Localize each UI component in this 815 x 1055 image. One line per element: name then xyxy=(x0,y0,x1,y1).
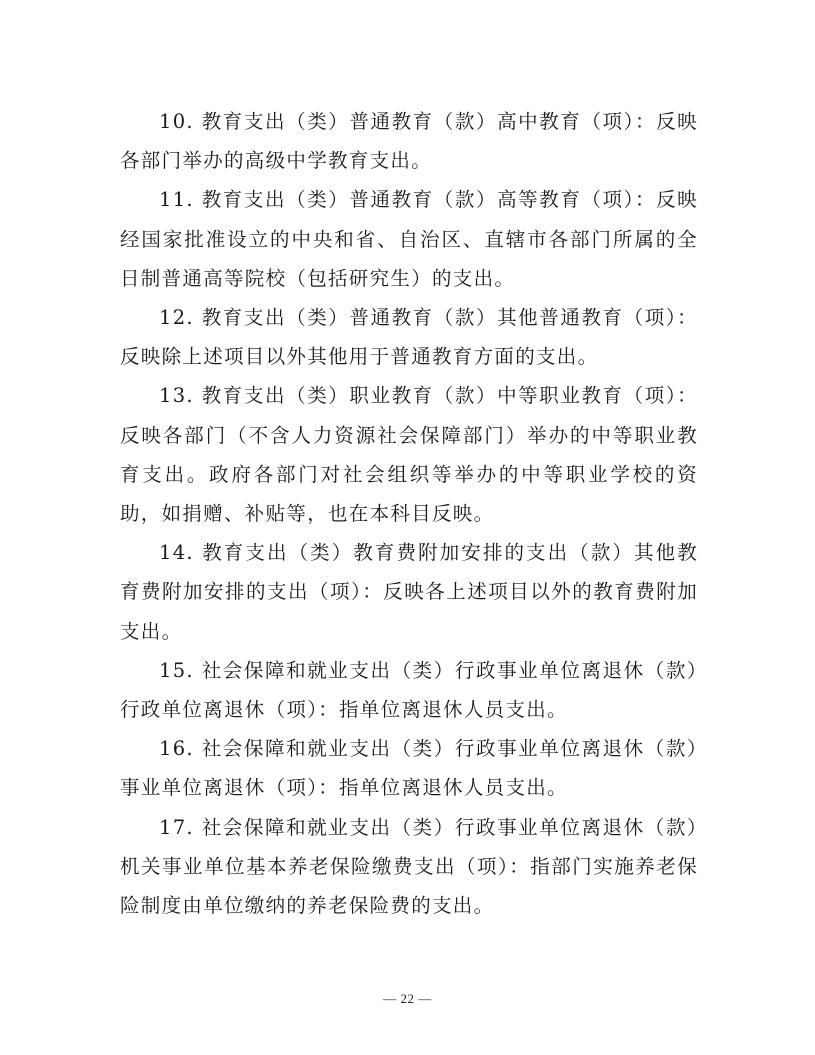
paragraph-item-10: 10. 教育支出（类）普通教育（款）高中教育（项）：反映各部门举办的高级中学教育支出。 xyxy=(120,110,698,173)
paragraph-item-13: 13. 教育支出（类）职业教育（款）中等职业教育（项）：反映各部门（不含人力资源社会保障部门）举办的中等职业教育支出。政府各部门对社会组织等举办的中等职业学校的资助，如捐赠、补贴等，也在本科目反映。 xyxy=(120,384,698,526)
paragraph-item-12: 12. 教育支出（类）普通教育（款）其他普通教育（项）：反映除上述项目以外其他用于普通教育方面的支出。 xyxy=(120,306,698,369)
page-number: — 22 — xyxy=(383,991,432,1006)
paragraph-item-15: 15. 社会保障和就业支出（类）行政事业单位离退休（款）行政单位离退休（项）：指单位离退休人员支出。 xyxy=(120,658,698,722)
paragraph-item-11: 11. 教育支出（类）普通教育（款）高等教育（项）：反映经国家批准设立的中央和省、自治区、直辖市各部门所属的全日制普通高等院校（包括研究生）的支出。 xyxy=(120,188,698,290)
document-body xyxy=(120,102,698,925)
paragraph-item-17: 17. 社会保障和就业支出（类）行政事业单位离退休（款）机关事业单位基本养老保险缴费支出（项）：指部门实施养老保险制度由单位缴纳的养老保险费的支出。 xyxy=(120,815,698,918)
paragraph-item-14: 14. 教育支出（类）教育费附加安排的支出（款）其他教育费附加安排的支出（项）：反映各上述项目以外的教育费附加支出。 xyxy=(120,541,698,643)
paragraph-item-16: 16. 社会保障和就业支出（类）行政事业单位离退休（款）事业单位离退休（项）：指单位离退休人员支出。 xyxy=(120,737,698,800)
